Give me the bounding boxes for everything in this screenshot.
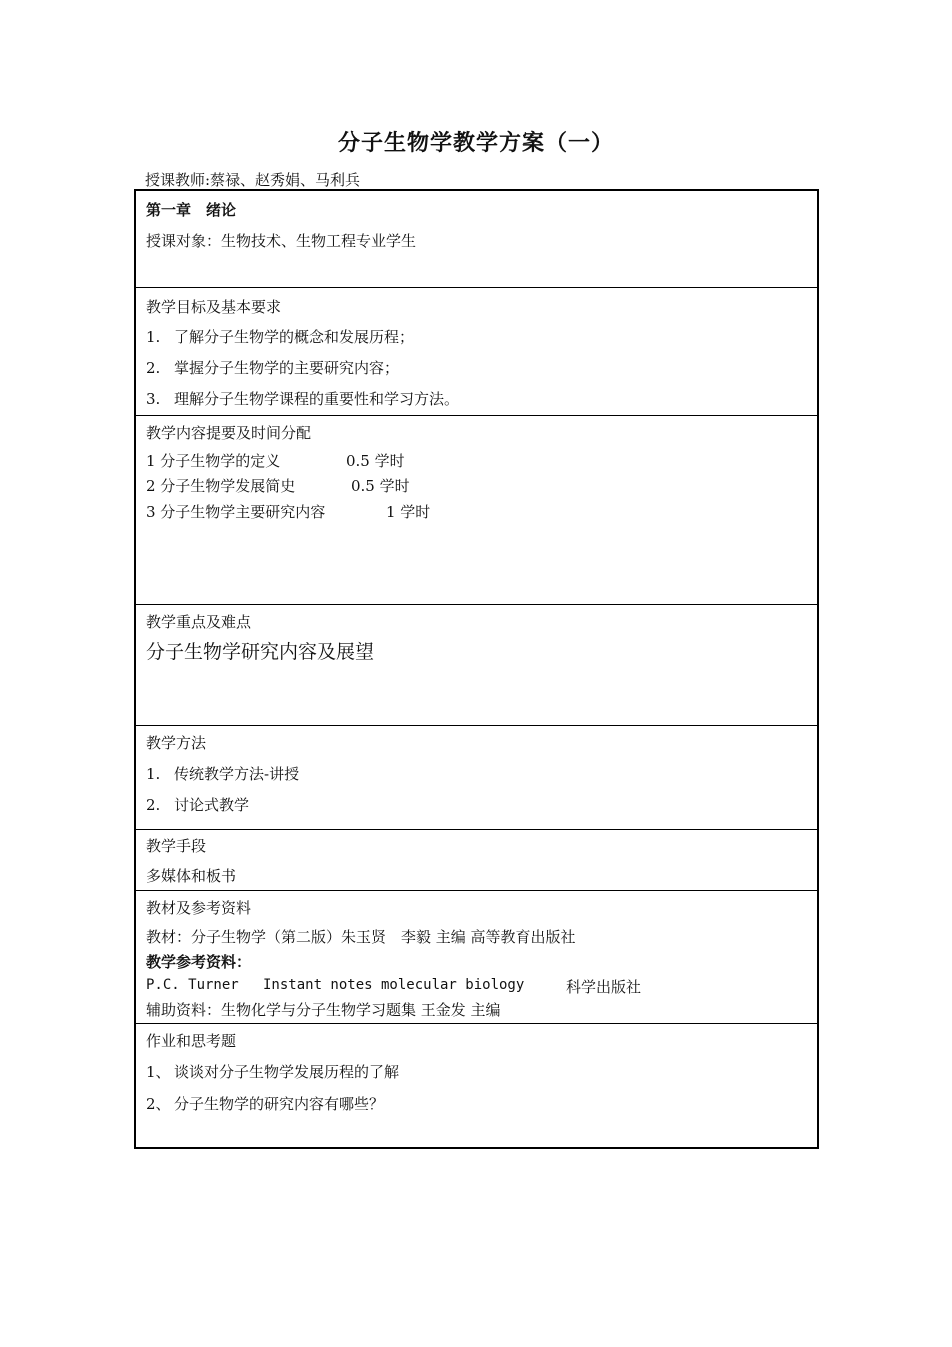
homework-section [136, 1023, 817, 1147]
materials-heading: 教材及参考资料 [146, 899, 252, 917]
reference-publisher: 科学出版社 [566, 978, 642, 996]
content-hours: 1 学时 [386, 503, 431, 521]
key-points-section [136, 604, 817, 725]
materials-section [136, 890, 817, 1023]
objectives-section [136, 287, 817, 415]
method-item [146, 763, 299, 784]
method-num: 1. [146, 765, 161, 783]
key-points-text: 分子生物学研究内容及展望 [146, 641, 375, 663]
means-heading: 教学手段 [146, 837, 207, 855]
methods-heading: 教学方法 [146, 734, 207, 752]
method-text: 传统教学方法-讲授 [174, 765, 300, 783]
homework-item [146, 1061, 399, 1082]
reference-title: Instant notes molecular biology [263, 977, 525, 993]
content-hours: 0.5 学时 [351, 477, 410, 495]
homework-num: 1、 [146, 1063, 171, 1081]
page-title: 分子生物学教学方案（一） [337, 130, 614, 156]
means-section [136, 829, 817, 890]
objective-text: 理解分子生物学课程的重要性和学习方法。 [174, 390, 460, 408]
objective-text: 掌握分子生物学的主要研究内容； [174, 359, 400, 377]
instructors-line: 授课教师:蔡禄、赵秀娟、马利兵 [145, 171, 361, 189]
key-points-heading: 教学重点及难点 [146, 613, 252, 631]
method-item [146, 794, 249, 815]
reference-author: P.C. Turner [146, 977, 239, 993]
audience-text: 授课对象：生物技术、生物工程专业学生 [146, 232, 417, 250]
content-section [136, 415, 817, 604]
homework-text: 谈谈对分子生物学发展历程的了解 [174, 1063, 400, 1081]
homework-heading: 作业和思考题 [146, 1032, 237, 1050]
content-item: 1 分子生物学的定义 [146, 452, 281, 470]
objective-num: 2. [146, 359, 161, 377]
reference-heading: 教学参考资料： [146, 953, 252, 971]
means-text: 多媒体和板书 [146, 867, 237, 885]
objective-num: 3. [146, 390, 161, 408]
objective-text: 了解分子生物学的概念和发展历程； [174, 328, 415, 346]
textbook-text: 教材：分子生物学（第二版）朱玉贤 李毅 主编 高等教育出版社 [146, 928, 576, 946]
content-hours: 0.5 学时 [346, 452, 405, 470]
objective-item [146, 357, 399, 378]
method-num: 2. [146, 796, 161, 814]
objective-num: 1. [146, 328, 161, 346]
objective-item [146, 388, 459, 409]
chapter-heading: 第一章 绪论 [146, 201, 237, 219]
objectives-heading: 教学目标及基本要求 [146, 298, 282, 316]
content-heading: 教学内容提要及时间分配 [146, 424, 312, 442]
methods-section [136, 725, 817, 829]
method-text: 讨论式教学 [174, 796, 250, 814]
auxiliary-text: 辅助资料：生物化学与分子生物学习题集 王金发 主编 [146, 1001, 501, 1019]
homework-num: 2、 [146, 1095, 171, 1113]
objective-item [146, 326, 414, 347]
chapter-section [136, 191, 817, 287]
lesson-plan-table [134, 189, 819, 1149]
content-item: 3 分子生物学主要研究内容 [146, 503, 326, 521]
homework-text: 分子生物学的研究内容有哪些？ [174, 1095, 385, 1113]
content-item: 2 分子生物学发展简史 [146, 477, 296, 495]
homework-item [146, 1093, 384, 1114]
